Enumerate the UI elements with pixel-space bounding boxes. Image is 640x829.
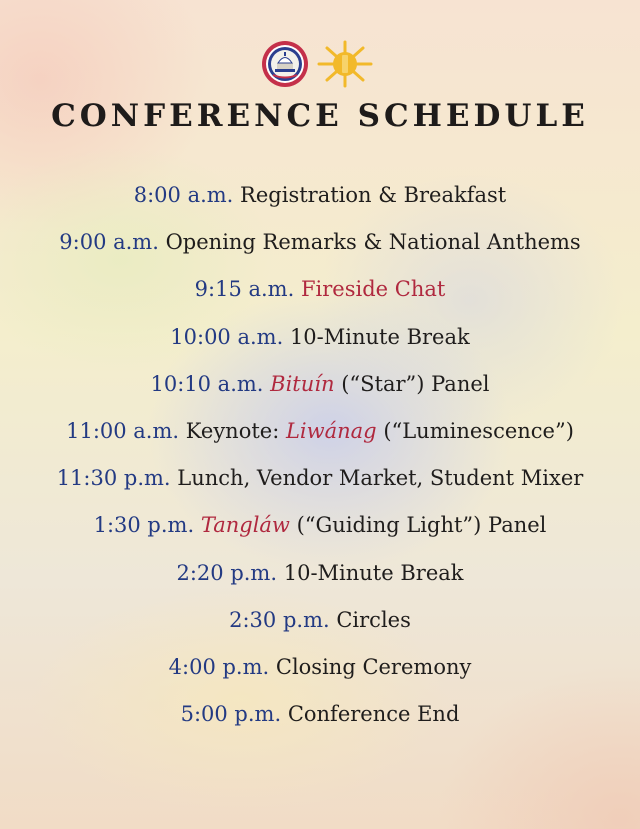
- schedule-time: 11:00 a.m.: [66, 418, 180, 443]
- schedule-item: [0, 414, 640, 461]
- schedule-event: Keynote:: [185, 418, 286, 443]
- schedule-time: 1:30 p.m.: [93, 513, 195, 538]
- schedule-item: [0, 556, 640, 603]
- schedule-time: 10:10 a.m.: [150, 371, 264, 396]
- schedule-event: (“Star”) Panel: [341, 371, 490, 396]
- schedule-item: [0, 178, 640, 225]
- schedule-item: [0, 697, 640, 744]
- schedule-event: Registration & Breakfast: [240, 183, 507, 207]
- schedule-event: (“Luminescence”): [383, 418, 574, 443]
- schedule-event: (“Guiding Light”) Panel: [296, 513, 547, 538]
- schedule-event-highlight: Fireside Chat: [300, 277, 446, 302]
- schedule-item: [0, 508, 640, 555]
- logo-row: [0, 40, 640, 88]
- schedule-event: 10-Minute Break: [283, 560, 464, 585]
- schedule-list: [0, 178, 640, 744]
- schedule-event: Closing Ceremony: [275, 654, 472, 679]
- seal-icon: [261, 40, 309, 88]
- schedule-item: [0, 225, 640, 272]
- schedule-event: Circles: [336, 607, 411, 632]
- schedule-time: 8:00 a.m.: [133, 183, 234, 207]
- schedule-item: [0, 320, 640, 367]
- schedule-event-highlight: Liwánag: [285, 418, 377, 443]
- schedule-item: [0, 603, 640, 650]
- schedule-time: 5:00 p.m.: [180, 702, 282, 727]
- schedule-time: 9:00 a.m.: [59, 230, 159, 255]
- schedule-event: Lunch, Vendor Market, Student Mixer: [177, 466, 584, 491]
- schedule-time: 4:00 p.m.: [168, 654, 270, 679]
- schedule-time: 2:20 p.m.: [176, 560, 278, 585]
- sun-icon: [315, 40, 375, 88]
- schedule-event: 10-Minute Break: [289, 324, 470, 349]
- schedule-time: 9:15 a.m.: [194, 277, 295, 302]
- schedule-event: Opening Remarks & National Anthems: [165, 230, 581, 255]
- schedule-item: [0, 461, 640, 508]
- schedule-time: 11:30 p.m.: [56, 466, 171, 491]
- schedule-event: Conference End: [287, 702, 460, 727]
- schedule-item: [0, 650, 640, 697]
- schedule-item: [0, 272, 640, 319]
- schedule-event-highlight: Bituín: [270, 371, 335, 396]
- schedule-time: 10:00 a.m.: [170, 324, 284, 349]
- page-title: CONFERENCE SCHEDULE: [51, 98, 589, 134]
- schedule-time: 2:30 p.m.: [229, 607, 330, 632]
- schedule-item: [0, 367, 640, 414]
- schedule-event-highlight: Tangláw: [200, 513, 290, 538]
